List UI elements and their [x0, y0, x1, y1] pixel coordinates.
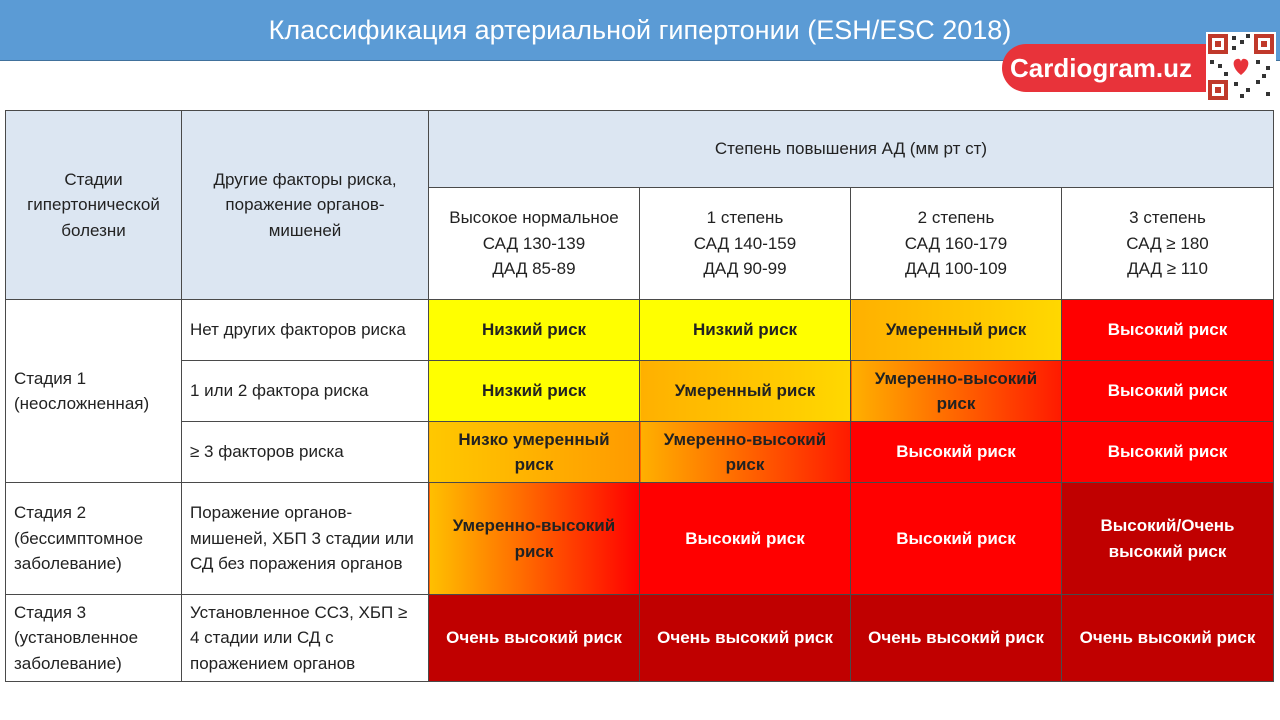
risk-cell: Высокий риск	[1062, 361, 1274, 422]
row-factor: ≥ 3 факторов риска	[182, 422, 429, 483]
risk-cell: Низко умеренный риск	[429, 422, 640, 483]
risk-cell: Низкий риск	[640, 300, 851, 361]
col-header-stage: Стадии гипертонической болезни	[6, 111, 182, 300]
grade-2	[851, 188, 1062, 300]
stage-1-label: Стадия 1 (неосложненная)	[6, 300, 182, 483]
hypertension-classification-table	[5, 110, 1274, 682]
risk-cell: Высокий риск	[640, 483, 851, 595]
risk-cell: Очень высокий риск	[1062, 595, 1274, 682]
grade-name: 1 степень	[706, 208, 784, 228]
grade-sad: САД 160-179	[904, 233, 1008, 253]
qr-code-icon	[1206, 32, 1276, 102]
grade-dad: ДАД 85-89	[492, 259, 576, 279]
page-title: Классификация артериальной гипертонии (ESH/ESC 2018)	[268, 15, 1012, 45]
col-header-bp: Степень повышения АД (мм рт ст)	[429, 111, 1274, 188]
risk-cell: Высокий риск	[1062, 422, 1274, 483]
grade-name: 2 степень	[917, 208, 995, 228]
grade-name: 3 степень	[1129, 208, 1206, 228]
grade-sad: САД ≥ 180	[1126, 233, 1209, 253]
grade-3	[1062, 188, 1274, 300]
grade-sad: САД 130-139	[482, 233, 586, 253]
grade-dad: ДАД 90-99	[703, 259, 787, 279]
site-badge-label[interactable]: Cardiogram.uz	[1010, 53, 1193, 83]
risk-cell: Высокий риск	[1062, 300, 1274, 361]
grade-dad: ДАД 100-109	[904, 259, 1008, 279]
risk-cell: Умеренно-высокий риск	[429, 483, 640, 595]
risk-cell: Очень высокий риск	[851, 595, 1062, 682]
risk-cell: Очень высокий риск	[640, 595, 851, 682]
grade-sad: САД 140-159	[693, 233, 797, 253]
risk-cell: Очень высокий риск	[429, 595, 640, 682]
grade-dad: ДАД ≥ 110	[1127, 259, 1208, 279]
risk-cell: Умеренно-высокий риск	[851, 361, 1062, 422]
row-factor: Установленное ССЗ, ХБП ≥ 4 стадии или СД с поражением органов	[182, 595, 429, 682]
row-factor: Нет других факторов риска	[182, 300, 429, 361]
risk-cell: Низкий риск	[429, 361, 640, 422]
risk-cell: Умеренный риск	[640, 361, 851, 422]
risk-cell: Высокий риск	[851, 422, 1062, 483]
grade-1	[640, 188, 851, 300]
grade-name: Высокое нормальное	[449, 208, 619, 228]
grade-high-normal	[429, 188, 640, 300]
col-header-factors: Другие факторы риска, поражение органов-мишеней	[182, 111, 429, 300]
risk-cell: Умеренно-высокий риск	[640, 422, 851, 483]
risk-cell: Высокий риск	[851, 483, 1062, 595]
row-factor: 1 или 2 фактора риска	[182, 361, 429, 422]
stage-2-label: Стадия 2 (бессимптомное заболевание)	[6, 483, 182, 595]
risk-cell: Низкий риск	[429, 300, 640, 361]
row-factor: Поражение органов-мишеней, ХБП 3 стадии или СД без поражения органов	[182, 483, 429, 595]
risk-cell: Высокий/Очень высокий риск	[1062, 483, 1274, 595]
stage-3-label: Стадия 3 (установленное заболевание)	[6, 595, 182, 682]
risk-cell: Умеренный риск	[851, 300, 1062, 361]
